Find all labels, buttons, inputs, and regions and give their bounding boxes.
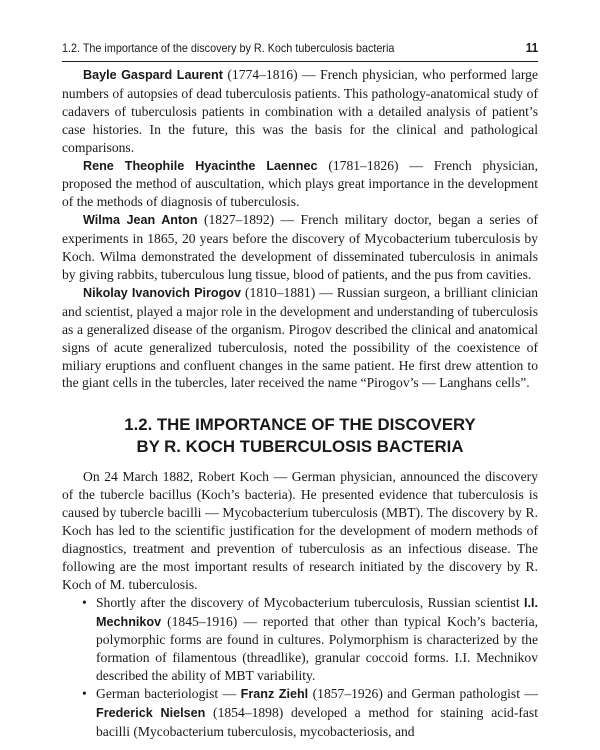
list-item-text: (1845–1916) — reported that other than typical Koch’s bacteria, polymorphic forms are found in cultures. Polymorphism is characterized by the formation of filamentous (threadlike), granular coccoid forms. I.I. Mechnikov described the ability of MBT variability. — [96, 613, 538, 684]
list-item-text: (1854–1898) developed a method for staining acid-fast bacilli (Mycobacterium tuberculosis, mycobacteriosis, and — [96, 705, 538, 739]
person-name: Rene Theophile Hyacinthe Laennec — [83, 158, 318, 173]
list-item — [62, 594, 538, 686]
paragraph-text: (1810–1881) — Russian surgeon, a brilliant clinician and scientist, played a major role in the development and understanding of tuberculosis as a generalized disease of the organism. Pirogov described the clinical and anatomical signs of acute generalized tuberculosis, noted the possibility of the coexistence of miliary eruptions and confluent changes in the same patient. He first drew attention to the giant cells in the tubercles, later received the name “Pirogov’s — Langhans cells”. — [62, 284, 538, 391]
page-number: 11 — [525, 40, 539, 55]
section-heading-line-1: 1.2. THE IMPORTANCE OF THE DISCOVERY — [124, 415, 476, 435]
paragraph-text: (1781–1826) — French physician, proposed the method of auscultation, which plays great importance in the development of the methods of diagnosis of tuberculosis. — [62, 157, 538, 210]
person-name: Wilma Jean Anton — [83, 213, 198, 228]
paragraph-text: (1774–1816) — French physician, who performed large numbers of autopsies of dead tuberculosis patients. This pathology-anatomical study of cadavers of tuberculosis patients in combination with a detailed analysis of patient’s case histories. In the future, this was the basis for the clinical and pathological comparisons. — [62, 67, 538, 155]
bullet-icon: • — [82, 686, 87, 702]
person-name: Frederick Nielsen — [96, 706, 206, 721]
paragraph-laennec — [62, 157, 538, 212]
list-item — [62, 685, 538, 741]
bullet-icon: • — [82, 594, 87, 610]
person-name: Franz Ziehl — [240, 687, 309, 702]
person-name: Bayle Gaspard Laurent — [83, 68, 223, 82]
running-head — [62, 40, 538, 56]
paragraph-koch-intro: On 24 March 1882, Robert Koch — German physician, announced the discovery of the tubercle bacillus (Koch’s bacteria). He presented evidence that tuberculosis is caused by tubercle bacilli — Mycobacterium tuberculosis (MBT). The discovery by R. Koch has led to the scientific justification for the development of modern methods of diagnostics, treatment and prevention of tuberculosis as an infectious disease. The following are the most important results of research initiated by the discovery by R. Koch of M. tuberculosis. — [62, 469, 538, 592]
list-item-text: Shortly after the discovery of Mycobacterium tuberculosis, Russian scientist — [96, 594, 524, 610]
list-item-text: German bacteriologist — — [96, 686, 241, 702]
paragraph-laurent — [62, 66, 538, 157]
paragraph-text: (1827–1892) — French military doctor, began a series of experiments in 1865, 20 years before the discovery of Mycobacterium tuberculosis by Koch. Wilma demonstrated the development of disseminated tuberculosis in animals by giving rabbits, tuberculous lung tissue, blood of patients, and the pus from cavities. — [62, 212, 538, 282]
person-name: Nikolay Ivanovich Pirogov — [83, 285, 241, 300]
running-head-title: 1.2. The importance of the discovery by R. Koch tuberculosis bacteria — [62, 41, 395, 55]
person-name: I.I. Mechnikov — [96, 595, 538, 629]
header-rule — [62, 61, 538, 62]
paragraph-pirogov — [62, 284, 538, 392]
results-list — [62, 594, 538, 741]
page-body — [62, 66, 538, 741]
paragraph-anton — [62, 211, 538, 284]
section-heading-line-2: BY R. KOCH TUBERCULOSIS BACTERIA — [136, 437, 464, 457]
section-heading — [62, 414, 538, 458]
list-item-text: (1857–1926) and German pathologist — — [308, 686, 538, 702]
